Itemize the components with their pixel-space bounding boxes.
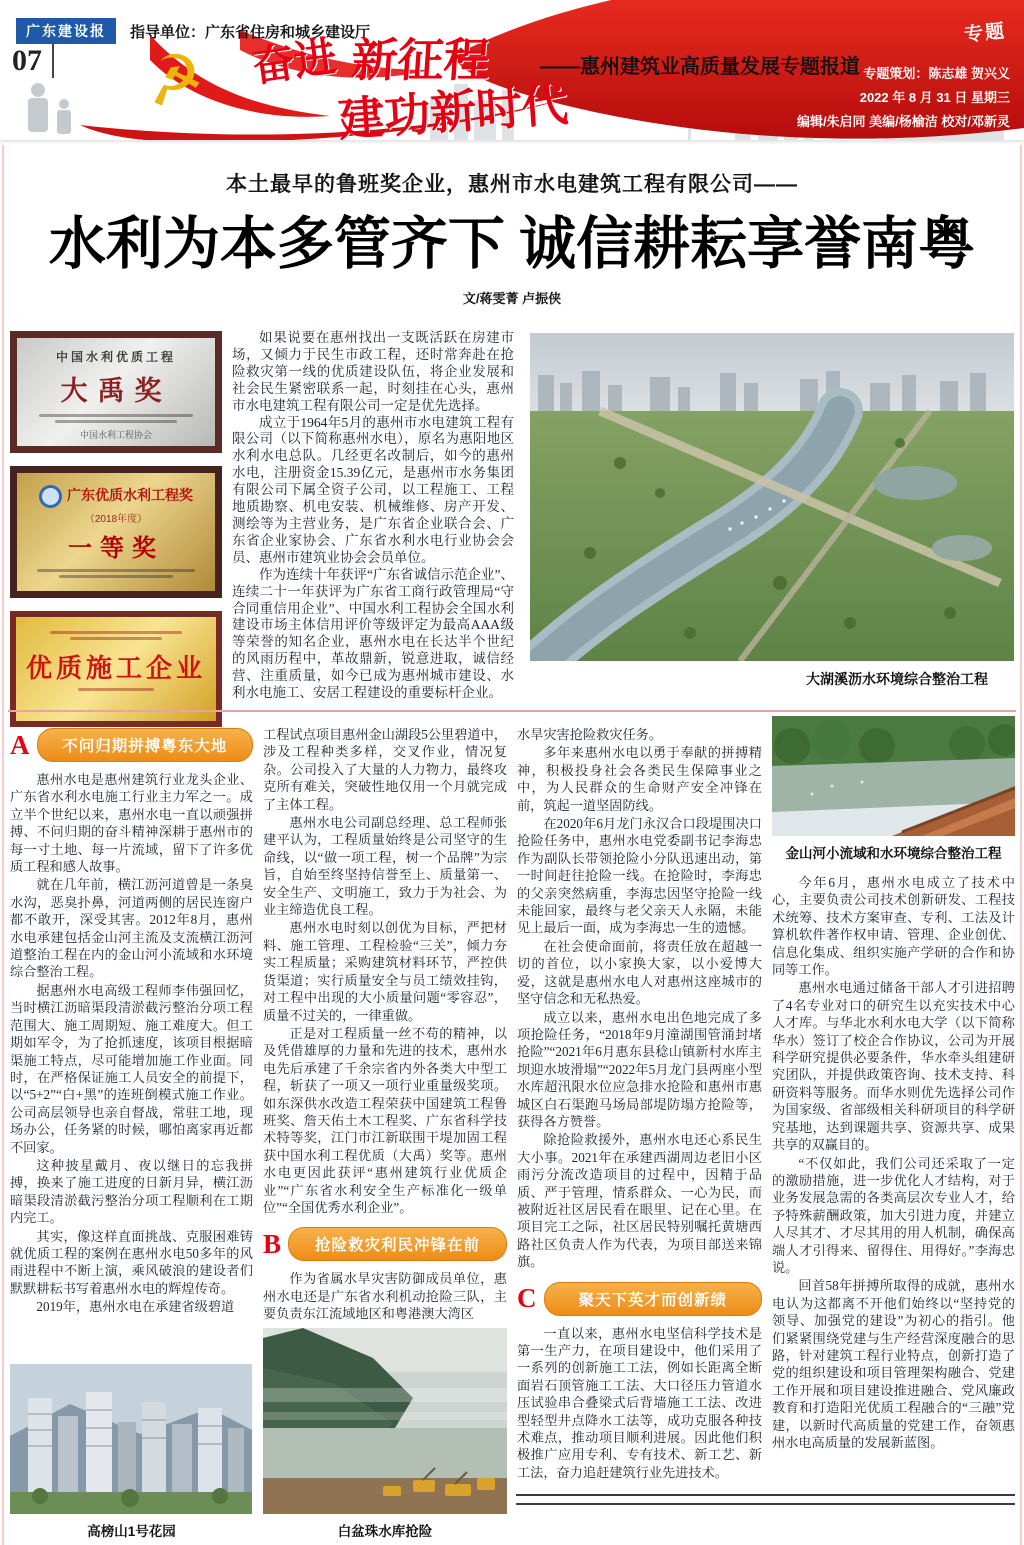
jinshan-photo-block [772, 716, 1015, 862]
plaque-detail-line [78, 688, 154, 691]
banner-subtitle: ——惠州建筑业高质量发展专题报道 [540, 56, 860, 78]
paragraph: 惠州水电通过储备干部人才引进招聘了4名专业对口的研究生以充实技术中心人才库。与华北水利水电大学（以下简称华水）签订了校企合作协议，公司为开展科学研究提供必要条件，华水牵头组建研究团队，并提供政策咨询、技术支持、科研资料等服务。而华水则优先选择公司作为国家级、省部级相关科研项目的科学研究基地，达到课题共享、资源共享、成果共享的双赢目的。 [772, 980, 1015, 1153]
planning-credit: 专题策划：陈志雄 贺兴义 [863, 66, 1010, 81]
plaque-footer-text: 中国水利工程协会 [79, 430, 152, 440]
intro-column [232, 330, 514, 702]
paragraph: 工程试点项目惠州金山湖段5公里碧道中，涉及工程种类多样，交叉作业，情况复杂。公司投入了大量的人力物力，最终攻克所有难关，突破性地仅用一个月就完成了主体工程。 [263, 727, 507, 812]
paragraph: 回首58年拼搏所取得的成就，惠州水电认为这都离不开他们始终以“坚持党的领导、加强党的建设”为初心的指引。他们紧紧围绕党建与生产经营深度融合的思路，针对建筑工程行业特点，创新打造了党的组织建设和项目管理架构融合、党建工作开展和项目建设推进融合、党风廉政教育和打造阳光优质工程融合的“三融”党建，以新时代高质量的党建工作，奋领惠州水电高质量的发展新蓝图。 [772, 1278, 1015, 1450]
aerial-river-photo [530, 333, 1014, 661]
paragraph: 除抢险救援外，惠州水电还心系民生大小事。2021年在承建西湖周边老旧小区雨污分流改造项目的过程中，因精于品质、严于管理，情系群众、一心为民，而被附近社区居民看在眼里、记在心里。在项目完工之际，社区居民特别嘱托黄塘西路社区负责人作为代表，为项目部送来锦旗。 [517, 1132, 762, 1270]
paragraph: 多年来惠州水电以勇于奉献的拼搏精神，积极投身社会各类民生保障事业之中，为人民群众的生命财产安全冲锋在前，筑起一道坚固防线。 [517, 745, 762, 813]
main-photo-caption: 大湖溪沥水环境综合整治工程 [806, 671, 988, 687]
paragraph: 作为省属水旱灾害防御成员单位，惠州水电还是广东省水利机动抢险三队，主要负责东江流域地区和粤港澳大湾区 [263, 1271, 507, 1322]
section-c-label: C [517, 1283, 537, 1314]
paragraph: 在2020年6月龙门永汉合口段堤围决口抢险任务中，惠州水电党委副书记李海忠作为副队长带领抢险小分队迅速出动，第一时间赶往抢险一线。在抢险时，李海忠的父亲突然病重，李海忠因坚守抢险一线未能回家，最终与老父亲天人永隔，未能见上最后一面，成为李海忠一生的遗憾。 [517, 816, 762, 936]
article-column-4 [772, 716, 1015, 1540]
paragraph: 如果说要在惠州找出一支既活跃在房建市场，又倾力于民生市政工程，还时常奔赴在抢险救灾第一线的优质建设队伍，将企业发展和社会民生紧密联系一起，时刻挂在心头，惠州市水电建筑工程有限公司一定是优先选择。 [232, 330, 514, 413]
baipenzhu-photo-block [263, 1328, 507, 1540]
plaque-detail-line [50, 631, 182, 634]
bottom-double-rule [516, 1494, 1015, 1505]
jinshan-photo-caption: 金山河小流域和水环境综合整治工程 [785, 846, 1002, 861]
slogan-part2: 新征程 [349, 35, 492, 86]
gaobang-photo [10, 1364, 252, 1514]
plaque-detail-line [39, 414, 193, 417]
main-photo-figure [530, 333, 1014, 689]
plaque-year-text: （2018年度） [84, 514, 148, 526]
paragraph: 水旱灾害抢险救灾任务。 [517, 727, 663, 742]
award-plaques-column [10, 331, 222, 727]
issue-date: 2022 年 8 月 31 日 星期三 [859, 90, 1010, 105]
paragraph: 据惠州水电高级工程师李伟强回忆，当时横江沥暗渠段清淤截污整治分项工程范围大、施工周期短、施工难度大。但工期如军令，为了抢抓速度，该项目根据暗渠施工特点，尽可能增加施工作业面。同时，在严格保证施工人员安全的前提下，以“5+2”“白+黑”的连班倒模式施工作业。公司高层领导也亲自督战，常驻工地，现场办公，任务紧的时候，哪怕离家再近都不回家。 [10, 982, 253, 1155]
paragraph: 作为连续十年获评“广东省诚信示范企业”、连续二十一年获评为广东省工商行政管理局“守合同重信用企业”、中国水利工程协会全国水利建设市场主体信用评价等级评定为最高AAA级等荣誉的知名企业，惠州水电在长达半个世纪的风雨历程中，革故鼎新，锐意进取，诚信经营、注重质量，如今已成为惠州城市建设、水利水电施工、安居工程建设的重要标杆企业。 [232, 566, 514, 701]
plaque-top-text: 广东优质水利工程奖 [17, 485, 215, 508]
page-number: 07 [12, 44, 54, 78]
guidance-unit: 指导单位：广东省住房和城乡建设厅 [130, 24, 371, 41]
award-plaque-first-prize [10, 466, 222, 598]
plaque-detail-line [55, 420, 178, 423]
paragraph: 2019年，惠州水电在承建省级碧道 [36, 1299, 235, 1315]
jinshan-photo [772, 716, 1015, 836]
plaque-top-text: 中国水利优质工程 [55, 350, 176, 364]
paragraph: 惠州水电公司副总经理、总工程师张建平认为，工程质量始终是公司坚守的生命线，以“做一项工程，树一个品牌”为宗旨，自始至终坚持信誉至上、质量第一、安全生产、文明施工，致力于为社会、为业主缔造优良工程。 [263, 815, 507, 918]
gaobang-photo-caption: 高榜山1号花园 [87, 1524, 176, 1539]
plaque-detail-line [70, 637, 162, 640]
paragraph: 一直以来，惠州水电坚信科学技术是第一生产力，在项目建设中，他们采用了一系列的创新施工工法，例如长距离全断面岩石顶管施工工法、大口径压力管道水压试验串合叠梁式后背墙施工工法、改进型轻型井点降水工法等，成功克服各种技术难点，推动项目顺利进展。因此他们积极推广应用专利、专有技术、新工艺、新工法，奋力追赶建筑行业先进技术。 [517, 1325, 762, 1480]
paragraph: 就在几年前，横江沥河道曾是一条臭水沟，恶臭扑鼻，河道两侧的居民连窗户都不敢开，深受其害。2012年8月，惠州水电承建包括金山河主流及支流横江沥河道整治工程在内的金山河小流域和水环境综合整治工程。 [10, 877, 253, 980]
baipenzhu-photo [263, 1328, 507, 1514]
section-separator [8, 710, 1016, 712]
section-a-title: 不问归期拼搏粤东大地 [37, 728, 254, 762]
slogan-part1: 奋进 [249, 34, 340, 92]
paragraph: 其实，像这样直面挑战、克服困难铸就优质工程的案例在惠州水电50多年的风雨进程中不断上演，乘风破浪的建设者们默默耕耘书写着惠州水电的辉煌传奇。 [10, 1228, 253, 1296]
page-title: 水利为本多管齐下 诚信耕耘享誉南粤 [48, 213, 976, 276]
paragraph: 这种披星戴月、夜以继日的忘我拼搏，换来了施工进度的日新月异，横江沥暗渠段清淤截污整治分项工程顺利在工期内完工。 [10, 1157, 253, 1226]
paragraph: 惠州水电是惠州建筑行业龙头企业、广东省水利水电施工行业主力军之一。成立半个世纪以来，惠州水电一直以顽强拼搏、不问归期的奋斗精神深耕于惠州市的每一寸土地、每一片流域，留下了许多优质工程和感人故事。 [10, 772, 253, 875]
banner-slogan-line2: 建功新时代 [336, 79, 570, 146]
newspaper-brand-badge: 广东建设报 [16, 18, 116, 44]
gaobang-photo-block [10, 1364, 253, 1540]
section-b-title: 抢险救灾利民冲锋在前 [288, 1227, 507, 1261]
seal-icon [39, 485, 62, 508]
paragraph: 惠州水电时刻以创优为目标，严把材料、施工管理、工程检验“三关”，倾力夯实工程质量；采购建筑材料环节，严控供货渠道；实行质量安全与员工绩效挂钩，对工程中出现的大小质量问题“零容忍”，质量不过关的，一律重做。 [263, 920, 507, 1023]
section-c-title: 聚天下英才而创新绩 [544, 1282, 763, 1316]
article-column-2 [263, 726, 507, 1540]
article-column-3 [517, 726, 762, 1540]
award-plaque-dayu [10, 331, 222, 453]
baipenzhu-photo-caption: 白盆珠水库抢险 [337, 1524, 433, 1539]
plaque-main-text: 大禹奖 [60, 376, 172, 406]
section-c-header [517, 1282, 762, 1316]
plaque-main-text: 优质施工企业 [25, 654, 206, 683]
page-edge-left [2, 145, 4, 1545]
paragraph: “不仅如此，我们公司还采取了一定的激励措施，进一步优化人才结构，对于业务发展急需的各类高层次专业人才，给予特殊薪酬政策，加大引进力度，并建立人尽其才、才尽其用的用人机制，确保高端人才引得来、留得住、用得好。”李海忠说。 [772, 1155, 1015, 1275]
paragraph: 今年6月，惠州水电成立了技术中心，主要负责公司技术创新研发、工程技术统筹、技术方案审查、专利、工法及计算机软件著作权申请、管理、企业创优、信息化集成、组织实施产学研的合作和协同等工作。 [772, 875, 1015, 978]
byline: 文/蒋雯菁 卢振侠 [462, 291, 562, 306]
paragraph: 成立于1964年5月的惠州市水电建筑工程有限公司（以下简称惠州水电），原名为惠阳地区水利水电总队。几经更名改制后，如今的惠州水电，注册资金15.39亿元，是惠州市水务集团有限公司下属全资子公司，以工程施工、工程地质勘察、机电安装、机械维修、房产开发、测绘等为主营业务，是广东省企业联合会、广东省企业家协会、广东省水利水电行业协会会员、惠州市建筑业协会会员单位。 [232, 414, 514, 565]
banner-meta [797, 62, 1010, 134]
paragraph: 正是对工程质量一丝不苟的精神，以及凭借雄厚的力量和先进的技术，惠州水电先后承建了千余宗省内外各类大中型工程，斩获了一项又一项行业重量级奖项。如东深供水改造工程荣获中国建筑工程鲁班奖、詹天佑土木工程奖、广东省科学技术特等奖，江门市江新联围干堤加固工程获中国水利工程优质（大禹）奖等。惠州水电更因此获评“惠州建筑行业优质企业”“广东省水利安全生产标准化一级单位”“全国优秀水利企业”。 [263, 1025, 507, 1215]
section-b-header [263, 1227, 507, 1261]
section-a-label: A [10, 729, 30, 760]
plaque-detail-line [59, 575, 174, 578]
page-edge-right [1020, 145, 1022, 1545]
paragraph: 在社会使命面前，将责任放在超越一切的首位，以小家换大家，以小爱博大爱，这就是惠州水电人对惠州这座城市的坚守信念和无私热爱。 [517, 938, 762, 1007]
paragraph: 成立以来，惠州水电出色地完成了多项抢险任务，“2018年9月潼湖围管涌封堵抢险”“2021年6月惠东县稔山镇新村水库主坝迎水坡滑塌”“2022年5月龙门县两座小型水库超汛限水位应急排水抢险和惠州市惠城区白石渠跑马场局部堤防塌方抢险等，获得各方赞誉。 [517, 1009, 762, 1129]
topic-badge: 专题 [963, 20, 1008, 47]
plaque-main-text: 一等奖 [68, 536, 164, 563]
section-a-header [10, 728, 253, 762]
headline-kicker: 本土最早的鲁班奖企业，惠州市水电建筑工程有限公司—— [226, 173, 798, 196]
party-emblem-icon: ☭ [137, 37, 211, 122]
editor-credits: 编辑/朱启同 美编/杨榆洁 校对/邓新灵 [796, 114, 1010, 129]
worker-silhouette [28, 83, 71, 134]
masthead-banner [0, 0, 1024, 146]
plaque-detail-line [37, 569, 195, 572]
section-b-label: B [263, 1228, 282, 1259]
article-column-1 [10, 726, 253, 1540]
